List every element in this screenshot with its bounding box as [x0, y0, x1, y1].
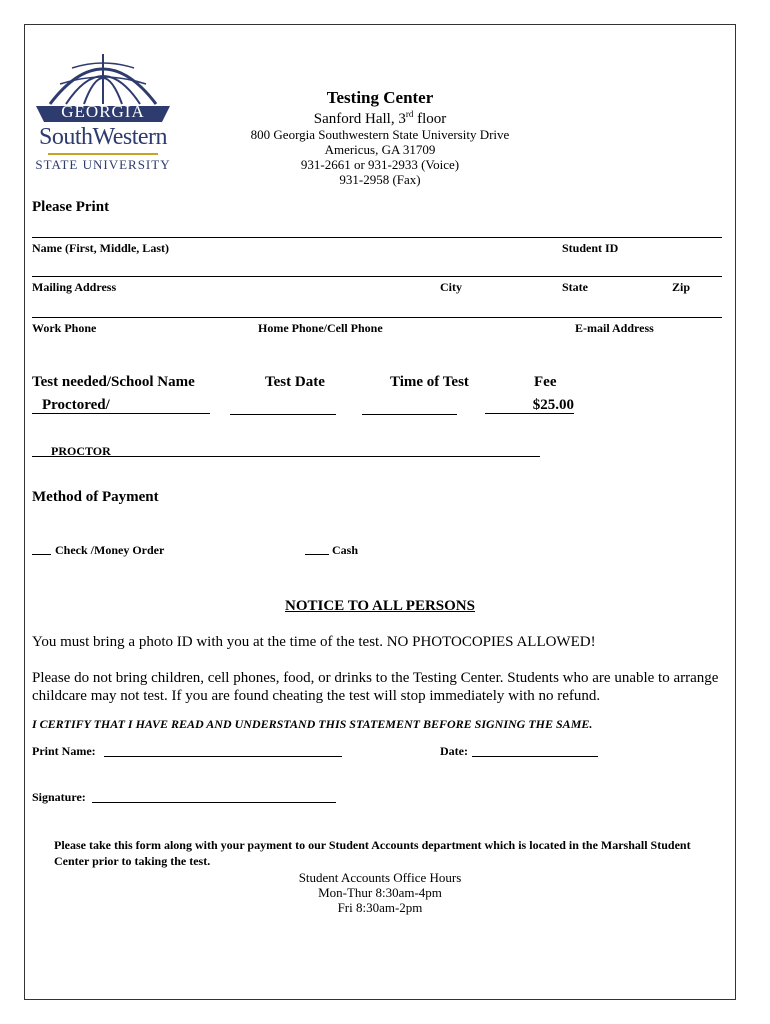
check-blank[interactable]: [32, 554, 51, 555]
hours-mon-thur: Mon-Thur 8:30am-4pm: [318, 885, 442, 900]
test-needed-label: Test needed/School Name: [32, 374, 195, 390]
cash-label: Cash: [332, 543, 359, 557]
header-location: Sanford Hall, 3rd floor: [313, 109, 447, 127]
logo-gold-rule: [48, 153, 158, 155]
name-line[interactable]: [32, 237, 722, 238]
proctored-value: Proctored/: [32, 397, 210, 414]
notice-line2: childcare may not test. If you are found cheating the test will stop immediately with no refund.: [32, 688, 601, 704]
logo-line1: GEORGIA: [61, 102, 145, 121]
print-name-label: Print Name:: [32, 744, 96, 758]
address-line[interactable]: [32, 276, 722, 277]
logo-line3: STATE UNIVERSITY: [35, 157, 171, 172]
hours-title: Student Accounts Office Hours: [298, 870, 462, 885]
cash-blank[interactable]: [305, 554, 329, 555]
header-fax: 931-2958 (Fax): [339, 172, 421, 187]
notice-photo-id: You must bring a photo ID with you at the time of the test. NO PHOTOCOPIES ALLOWED!: [32, 634, 596, 650]
student-id-label: Student ID: [562, 241, 619, 255]
page-title: Testing Center: [326, 88, 434, 107]
signature-label: Signature:: [32, 790, 86, 804]
name-label: Name (First, Middle, Last): [32, 241, 169, 255]
notice-title: NOTICE TO ALL PERSONS: [285, 598, 475, 614]
email-label: E-mail Address: [575, 321, 654, 335]
date-label: Date:: [440, 744, 468, 758]
state-label: State: [562, 280, 588, 294]
print-name-field[interactable]: [104, 756, 342, 757]
please-print-label: Please Print: [32, 199, 110, 215]
method-of-payment-label: Method of Payment: [32, 489, 159, 505]
fee-label: Fee: [534, 374, 557, 390]
header-address: 800 Georgia Southwestern State University Drive: [250, 127, 510, 142]
work-phone-label: Work Phone: [32, 321, 97, 335]
city-label: City: [440, 280, 462, 294]
logo-line2: SouthWestern: [38, 124, 168, 150]
header-city: Americus, GA 31709: [324, 142, 436, 157]
phone-line[interactable]: [32, 317, 722, 318]
date-field[interactable]: [472, 756, 598, 757]
mailing-address-label: Mailing Address: [32, 280, 117, 294]
hours-fri: Fri 8:30am-2pm: [337, 900, 423, 915]
proctor-label: PROCTOR: [51, 444, 111, 458]
certify-statement: I CERTIFY THAT I HAVE READ AND UNDERSTAND THIS STATEMENT BEFORE SIGNING THE SAME.: [32, 717, 593, 731]
instructions-line1: Please take this form along with your payment to our Student Accounts department which is located in the Marshall Student: [54, 838, 691, 852]
time-of-test-field[interactable]: [362, 397, 457, 415]
header-voice: 931-2661 or 931-2933 (Voice): [300, 157, 460, 172]
instructions-line2: Center prior to taking the test.: [54, 854, 211, 868]
fee-value: $25.00: [485, 397, 574, 414]
signature-field[interactable]: [92, 802, 336, 803]
time-of-test-label: Time of Test: [390, 374, 469, 390]
zip-label: Zip: [672, 280, 691, 294]
university-logo: [32, 42, 174, 182]
test-date-label: Test Date: [265, 374, 325, 390]
home-phone-label: Home Phone/Cell Phone: [258, 321, 383, 335]
check-label: Check /Money Order: [55, 543, 165, 557]
test-date-field[interactable]: [230, 397, 336, 415]
notice-line1: Please do not bring children, cell phones, food, or drinks to the Testing Center. Students who are unable to arrange: [32, 670, 719, 686]
